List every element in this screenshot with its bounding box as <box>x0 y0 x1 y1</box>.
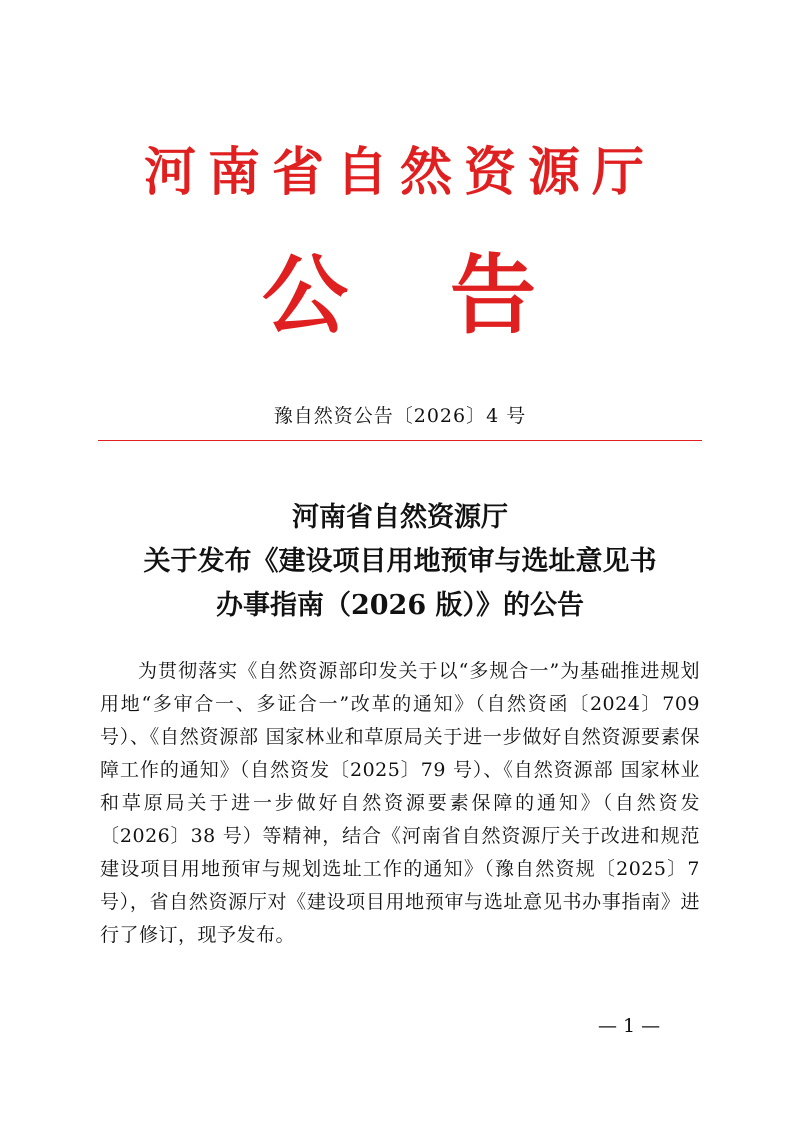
title-line-2: 关于发布《建设项目用地预审与选址意见书 <box>143 546 657 577</box>
notice-char-gong: 公 <box>262 245 348 346</box>
notice-heading <box>0 246 800 346</box>
page-number: — 1 — <box>598 1015 661 1037</box>
red-separator-line <box>98 440 702 441</box>
title-line-1: 河南省自然资源厅 <box>292 502 508 533</box>
title-line-3: 办事指南（2026 版）》的公告 <box>215 590 585 621</box>
body-paragraph: 为贯彻落实《自然资源部印发关于以“多规合一”为基础推进规划用地“多审合一、多证合一”改革的通知》（自然资函〔2024〕709 号）、《自然资源部 国家林业和草原局关于进一步做好自然资源要素保障工作的通知》（自然资发〔2025〕79 号）、《自然资源部 国家林业和草原局关于进一步做好自然资源要素保障的通知》（自然资发〔2026〕38 号）等精神，结合《河南省自然资源厅关于改进和规范建设项目用地预审与规划选址工作的通知》（豫自然资规〔2025〕7 号），省自然资源厅对《建设项目用地预审与选址意见书办事指南》进行了修订，现予发布。 <box>100 660 700 946</box>
document-number: 豫自然资公告〔2026〕4 号 <box>273 405 527 427</box>
notice-char-gao: 告 <box>450 245 536 346</box>
document-title <box>80 496 720 628</box>
agency-masthead: 河南省自然资源厅 <box>143 142 656 203</box>
